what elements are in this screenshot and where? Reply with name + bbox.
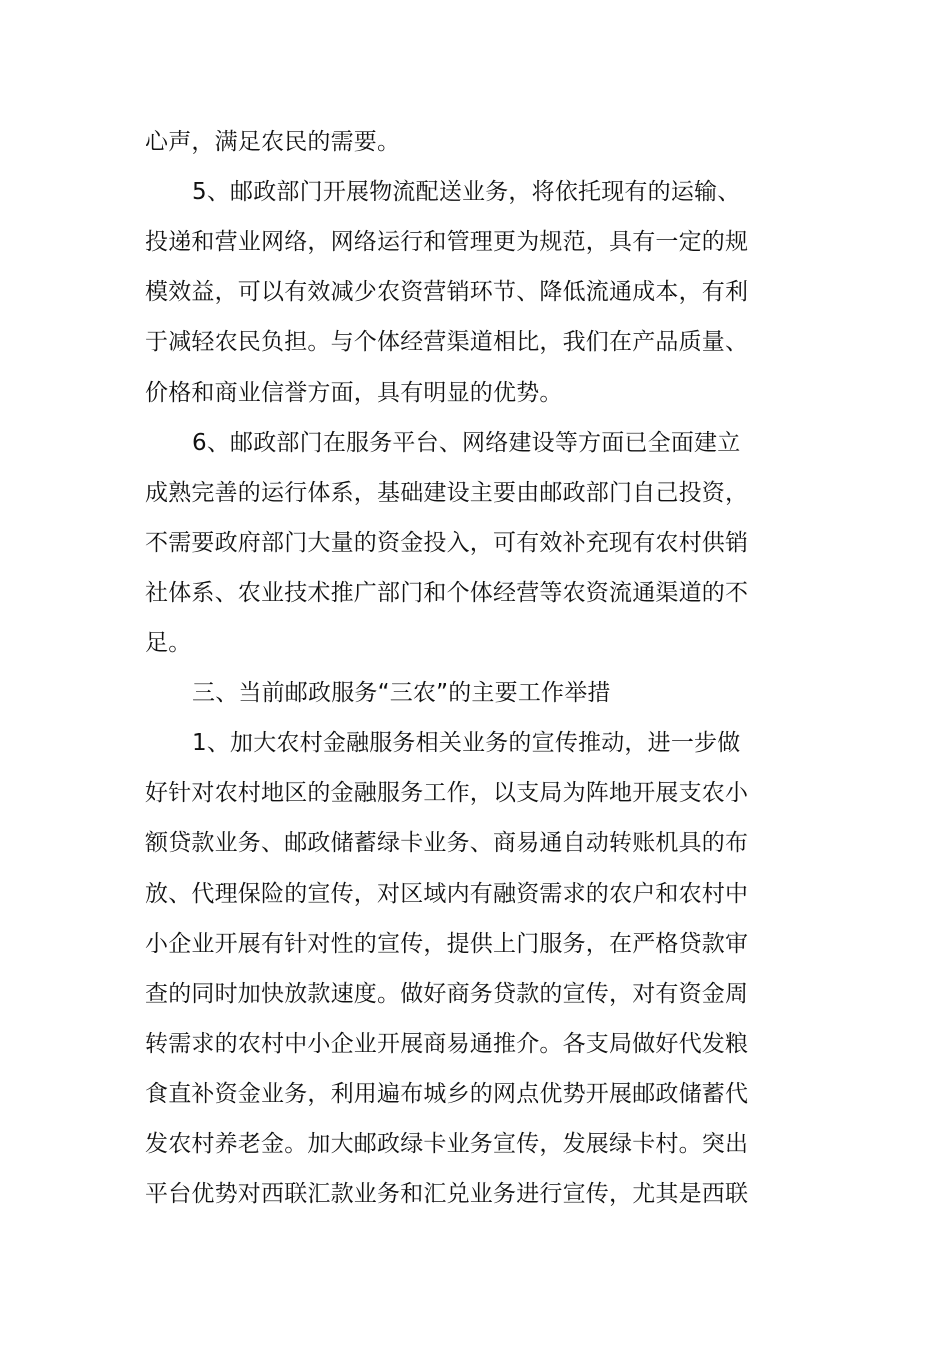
- text-line: 社体系、农业技术推广部门和个体经营等农资流通渠道的不: [145, 579, 749, 606]
- text-line: 好针对农村地区的金融服务工作，以支局为阵地开展支农小: [145, 780, 749, 807]
- text-line: 投递和营业网络，网络运行和管理更为规范，具有一定的规: [145, 229, 749, 256]
- text-line: 成熟完善的运行体系，基础建设主要由邮政部门自己投资，: [145, 479, 749, 506]
- text-line: 价格和商业信誉方面，具有明显的优势。: [145, 379, 563, 406]
- text-line: 转需求的农村中小企业开展商易通推介。各支局做好代发粮: [145, 1030, 749, 1057]
- text-line: 心声，满足农民的需要。: [145, 129, 401, 155]
- text-line: 三、当前邮政服务“三农”的主要工作举措: [192, 680, 611, 707]
- text-line: 小企业开展有针对性的宣传，提供上门服务，在严格贷款审: [145, 930, 749, 957]
- text-line: 6、邮政部门在服务平台、网络建设等方面已全面建立: [192, 429, 741, 456]
- text-line: 放、代理保险的宣传，对区域内有融资需求的农户和农村中: [145, 880, 749, 907]
- text-line: 于减轻农民负担。与个体经营渠道相比，我们在产品质量、: [145, 329, 749, 356]
- text-line: 发农村养老金。加大邮政绿卡业务宣传，发展绿卡村。突出: [145, 1131, 749, 1157]
- text-line: 额贷款业务、邮政储蓄绿卡业务、商易通自动转账机具的布: [145, 830, 749, 857]
- text-line: 平台优势对西联汇款业务和汇兑业务进行宣传，尤其是西联: [145, 1181, 749, 1208]
- text-line: 5、邮政部门开展物流配送业务，将依托现有的运输、: [192, 179, 741, 206]
- text-line: 不需要政府部门大量的资金投入，可有效补充现有农村供销: [145, 529, 749, 556]
- text-line: 1、加大农村金融服务相关业务的宣传推动，进一步做: [192, 730, 741, 757]
- text-line: 模效益，可以有效减少农资营销环节、降低流通成本，有利: [145, 279, 749, 306]
- text-line: 足。: [145, 630, 192, 656]
- text-line: 查的同时加快放款速度。做好商务贷款的宣传，对有资金周: [145, 980, 749, 1007]
- text-line: 食直补资金业务，利用遍布城乡的网点优势开展邮政储蓄代: [145, 1080, 749, 1107]
